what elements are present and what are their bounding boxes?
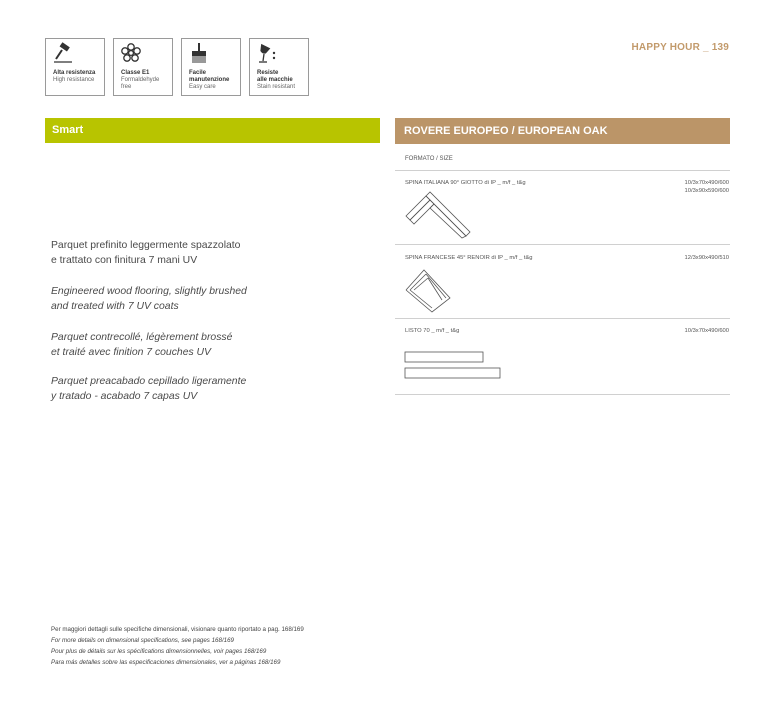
feature-icons bbox=[45, 38, 309, 96]
description-line: Parquet prefinito leggermente spazzolato bbox=[51, 240, 241, 251]
herringbone-90-icon bbox=[404, 190, 472, 240]
feature-high-resistance bbox=[45, 38, 105, 96]
footer-note-es: Para más detalles sobre las especificaciones dimensionales, ver a páginas 168/169 bbox=[51, 659, 281, 666]
feature-stain-resistant bbox=[249, 38, 309, 96]
divider bbox=[395, 394, 730, 395]
flower-molecule-icon bbox=[120, 42, 142, 64]
format-label: FORMATO / SIZE bbox=[405, 156, 453, 162]
description-fr bbox=[51, 330, 251, 360]
hammer-icon bbox=[52, 42, 74, 64]
product-size: 10/3x70x490/600 bbox=[684, 328, 729, 334]
divider bbox=[395, 170, 730, 171]
footer-note-it: Per maggiori dettagli sulle specifiche dimensionali, visionare quanto riportato a pag. 168/169 bbox=[51, 626, 304, 633]
product-size: 10/3x90x590/600 bbox=[684, 188, 729, 194]
feature-easy-care bbox=[181, 38, 241, 96]
broom-icon bbox=[188, 42, 210, 64]
feature-title: alle macchie bbox=[257, 77, 293, 83]
product-name: SPINA FRANCESE 45° RENOIR di IP _ m/f _ t&g bbox=[405, 255, 533, 261]
product-sizes bbox=[685, 327, 729, 335]
feature-title: Alta resistenza bbox=[53, 70, 96, 76]
product-name: LISTO 70 _ m/f _ t&g bbox=[405, 328, 460, 334]
description-line: et traité avec finition 7 couches UV bbox=[51, 347, 211, 358]
product-sizes bbox=[685, 254, 729, 262]
footer-note-fr: Pour plus de détails sur les spécifications dimensionnelles, voir pages 168/169 bbox=[51, 648, 267, 655]
feature-title: Resiste bbox=[257, 70, 279, 76]
product-sizes bbox=[685, 179, 729, 195]
product-size: 10/3x70x490/600 bbox=[684, 180, 729, 186]
product-size: 12/3x90x490/510 bbox=[684, 255, 729, 261]
plank-icon bbox=[404, 350, 504, 382]
description-line: Parquet contrecollé, légèrement brossé bbox=[51, 332, 233, 343]
description-line: and treated with 7 UV coats bbox=[51, 301, 179, 312]
description-line: Parquet preacabado cepillado ligeramente bbox=[51, 376, 247, 387]
feature-subtitle: free bbox=[121, 84, 132, 90]
feature-title: Classe E1 bbox=[121, 70, 150, 76]
feature-subtitle: Easy care bbox=[189, 84, 216, 90]
description-en bbox=[51, 284, 251, 314]
divider bbox=[395, 318, 730, 319]
species-band: ROVERE EUROPEO / EUROPEAN OAK bbox=[395, 118, 730, 144]
chevron-45-icon bbox=[404, 268, 454, 314]
description-es bbox=[51, 374, 251, 404]
page-header: HAPPY HOUR _ 139 bbox=[631, 42, 729, 53]
spilled-glass-icon bbox=[256, 42, 278, 64]
feature-e1-class bbox=[113, 38, 173, 96]
footer-note-en: For more details on dimensional specifications, see pages 168/169 bbox=[51, 637, 234, 644]
footer-notes bbox=[51, 624, 304, 668]
description-line: e trattato con finitura 7 mani UV bbox=[51, 255, 198, 266]
feature-subtitle: High resistance bbox=[53, 77, 95, 83]
feature-title: Facile bbox=[189, 70, 207, 76]
feature-title: manutenzione bbox=[189, 77, 230, 83]
feature-subtitle: Formaldehyde bbox=[121, 77, 160, 83]
description-line: y tratado - acabado 7 capas UV bbox=[51, 391, 198, 402]
divider bbox=[395, 244, 730, 245]
product-name: SPINA ITALIANA 90° GIOTTO di IP _ m/f _ t&g bbox=[405, 180, 526, 186]
feature-subtitle: Stain resistant bbox=[257, 84, 296, 90]
description-line: Engineered wood flooring, slightly brushed bbox=[51, 286, 247, 297]
description-it bbox=[51, 238, 251, 268]
collection-band: Smart bbox=[45, 118, 380, 143]
